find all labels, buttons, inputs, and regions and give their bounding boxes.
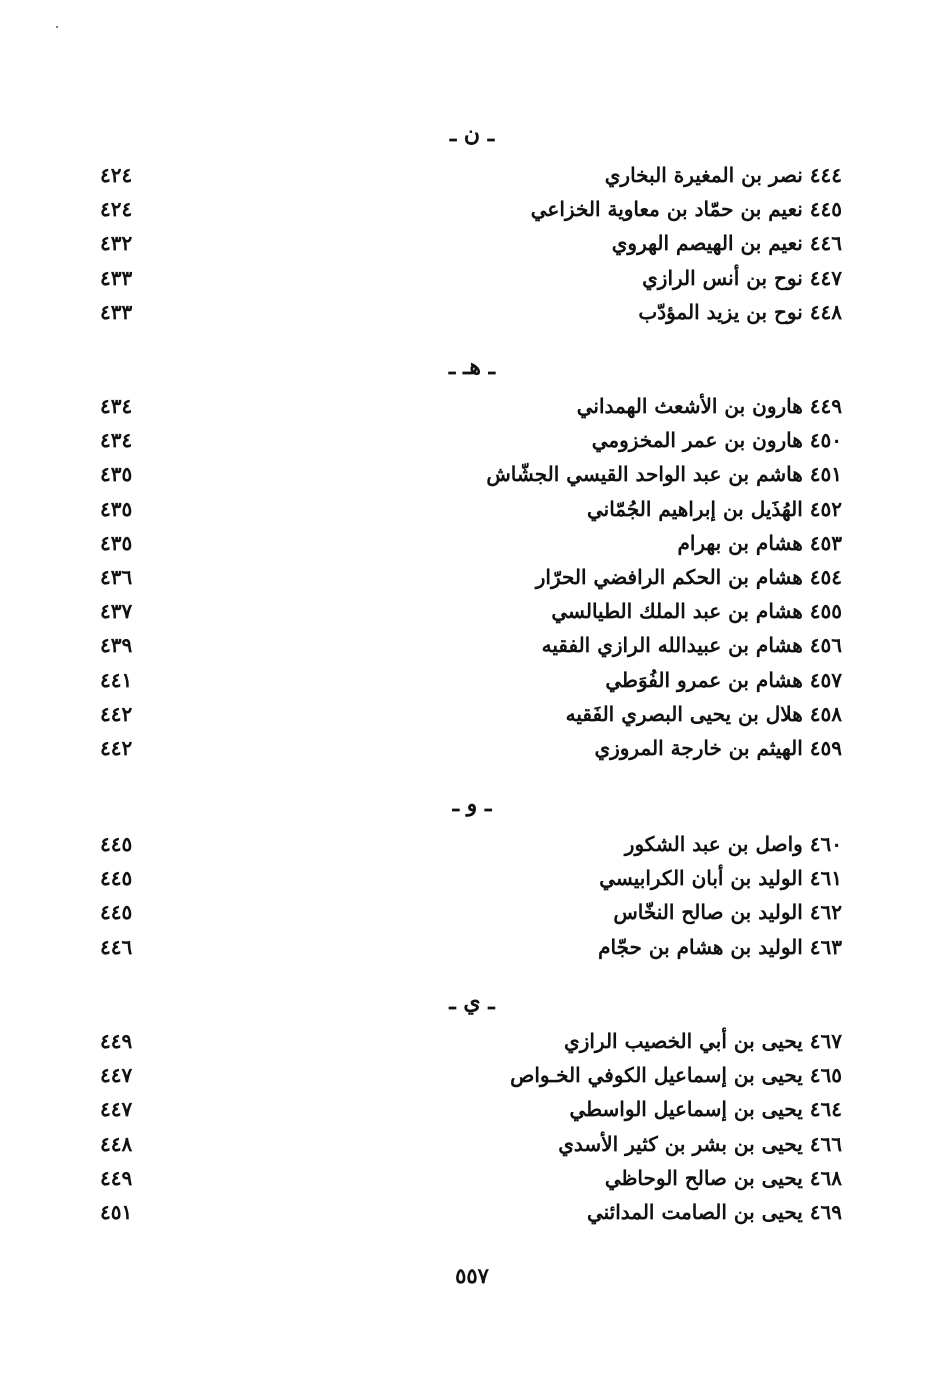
entry-title: ٤٥٣ هشام بن بهرام: [677, 531, 842, 555]
index-entry: [100, 459, 842, 489]
page-number: ٥٥٧: [455, 1263, 489, 1288]
entry-page-ref: ٤٤٧: [100, 1097, 133, 1121]
entry-title: ٤٦٥ يحيى بن إسماعيل الكوفي الخـواص: [510, 1063, 842, 1087]
entry-page-ref: ٤٤٢: [100, 702, 133, 726]
index-entry: [100, 630, 842, 660]
index-entry: [100, 194, 842, 224]
index-entry: [100, 1197, 842, 1227]
index-entry: [100, 391, 842, 421]
index-entry: [100, 528, 842, 558]
entry-page-ref: ٤٢٤: [100, 197, 133, 221]
entry-title: ٤٦٩ يحيى بن الصامت المدائني: [586, 1200, 842, 1224]
entry-page-ref: ٤٤٥: [100, 832, 133, 856]
entry-title: ٤٦٦ يحيى بن بشر بن كثير الأسدي: [558, 1132, 842, 1156]
entry-title: ٤٥٦ هشام بن عبيدالله الرازي الفقيه: [541, 633, 842, 657]
index-entry: [100, 425, 842, 455]
index-entry: [100, 829, 842, 859]
entry-page-ref: ٤٤٥: [100, 900, 133, 924]
entry-title: ٤٥٢ الهُذَيل بن إبراهيم الجُمّاني: [586, 497, 842, 521]
entry-page-ref: ٤٢٤: [100, 163, 133, 187]
index-entry: [100, 932, 842, 962]
entry-page-ref: ٤٣٩: [100, 633, 133, 657]
index-entry: [100, 228, 842, 258]
index-entry: [100, 596, 842, 626]
entry-title: ٤٥٨ هلال بن يحيى البصري الفَقيه: [565, 702, 842, 726]
entry-page-ref: ٤٣٥: [100, 531, 133, 555]
entry-title: ٤٦٢ الوليد بن صالح النخّاس: [613, 900, 842, 924]
entry-title: ٤٥٠ هارون بن عمر المخزومي: [591, 428, 842, 452]
entry-title: ٤٦٤ يحيى بن إسماعيل الواسطي: [569, 1097, 842, 1121]
index-entry: [100, 665, 842, 695]
entry-title: ٤٤٨ نوح بن يزيد المؤدّب: [638, 300, 842, 324]
entry-page-ref: ٤٣٥: [100, 462, 133, 486]
scan-speck: [56, 26, 58, 28]
entry-page-ref: ٤٣٣: [100, 300, 133, 324]
index-entry: [100, 699, 842, 729]
index-entry: [100, 1060, 842, 1090]
entry-page-ref: ٤٣٧: [100, 599, 133, 623]
index-entry: [100, 1163, 842, 1193]
index-entry: [100, 297, 842, 327]
entry-page-ref: ٤٤١: [100, 668, 133, 692]
entry-page-ref: ٤٤٩: [100, 1029, 133, 1053]
section-heading: ـ و ـ: [452, 791, 492, 817]
entry-title: ٤٤٤ نصر بن المغيرة البخاري: [604, 163, 842, 187]
entry-title: ٤٥٤ هشام بن الحكم الرافضي الحرّار: [535, 565, 842, 589]
entry-page-ref: ٤٤٩: [100, 1166, 133, 1190]
section-heading: ـ هـ ـ: [448, 354, 496, 380]
index-entry: [100, 897, 842, 927]
entry-page-ref: ٤٣٤: [100, 394, 133, 418]
index-entry: [100, 494, 842, 524]
entry-title: ٤٦٨ يحيى بن صالح الوحاظي: [604, 1166, 842, 1190]
index-entry: [100, 1129, 842, 1159]
entry-page-ref: ٤٣٦: [100, 565, 133, 589]
index-entry: [100, 562, 842, 592]
section-heading: ـ ن ـ: [449, 121, 495, 147]
entry-title: ٤٤٥ نعيم بن حمّاد بن معاوية الخزاعي: [530, 197, 842, 221]
entry-title: ٤٥٧ هشام بن عمرو الفُوَطي: [605, 668, 842, 692]
entry-title: ٤٥٥ هشام بن عبد الملك الطيالسي: [551, 599, 842, 623]
index-entry: [100, 733, 842, 763]
entry-page-ref: ٤٤٧: [100, 1063, 133, 1087]
entry-page-ref: ٤٤٥: [100, 866, 133, 890]
index-entry: [100, 160, 842, 190]
entry-title: ٤٦٧ يحيى بن أبي الخصيب الرازي: [564, 1029, 842, 1053]
entry-page-ref: ٤٣٥: [100, 497, 133, 521]
index-entry: [100, 1094, 842, 1124]
entry-page-ref: ٤٤٦: [100, 935, 133, 959]
entry-title: ٤٥١ هاشم بن عبد الواحد القيسي الجشّاش: [486, 462, 842, 486]
entry-title: ٤٤٧ نوح بن أنس الرازي: [642, 266, 842, 290]
entry-page-ref: ٤٣٣: [100, 266, 133, 290]
entry-page-ref: ٤٤٢: [100, 736, 133, 760]
entry-title: ٤٤٩ هارون بن الأشعث الهمداني: [576, 394, 842, 418]
entry-title: ٤٥٩ الهيثم بن خارجة المروزي: [594, 736, 842, 760]
index-entry: [100, 863, 842, 893]
entry-title: ٤٦٠ واصل بن عبد الشكور: [624, 832, 842, 856]
entry-page-ref: ٤٣٢: [100, 231, 133, 255]
index-entry: [100, 263, 842, 293]
section-heading: ـ ي ـ: [449, 989, 495, 1015]
entry-title: ٤٦٣ الوليد بن هشام بن حجّام: [598, 935, 842, 959]
index-entry: [100, 1026, 842, 1056]
entry-title: ٤٦١ الوليد بن أبان الكرابيسي: [599, 866, 842, 890]
entry-page-ref: ٤٥١: [100, 1200, 133, 1224]
entry-page-ref: ٤٣٤: [100, 428, 133, 452]
entry-page-ref: ٤٤٨: [100, 1132, 133, 1156]
entry-title: ٤٤٦ نعيم بن الهيصم الهروي: [611, 231, 842, 255]
